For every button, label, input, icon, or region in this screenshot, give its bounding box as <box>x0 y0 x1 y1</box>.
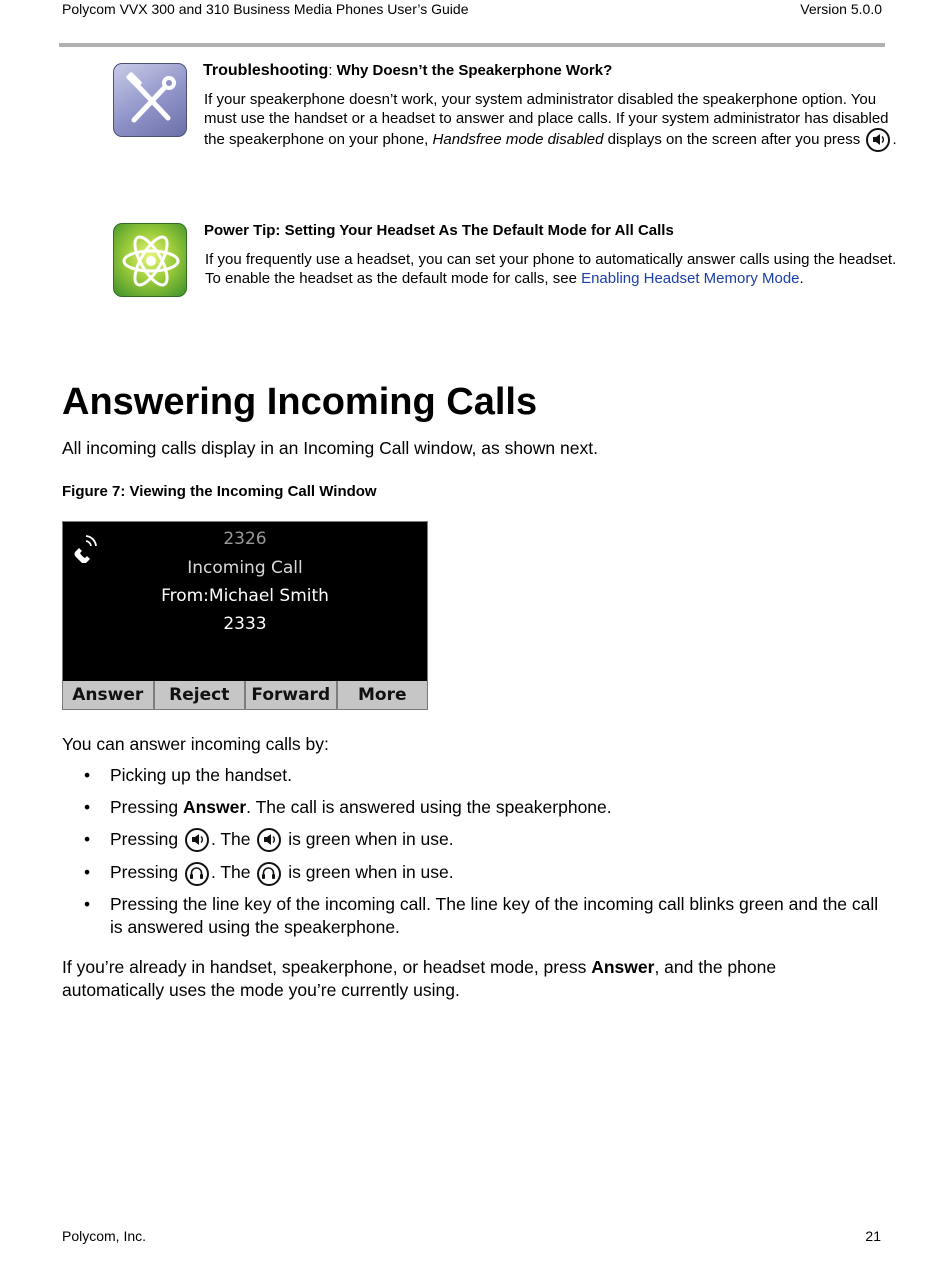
answer-methods-list <box>84 764 894 939</box>
softkey-reject[interactable]: Reject <box>155 681 247 709</box>
incoming-call-screenshot <box>62 521 428 710</box>
headset-icon <box>185 862 209 886</box>
power-tip-body: If you frequently use a headset, you can set your phone to automatically answer calls using the headset. To enable the headset as the default mode for calls, see Enabling Headset Memory Mode. <box>205 251 897 287</box>
list-item: • Pressing . The is green when in use. <box>84 861 894 885</box>
softkey-forward[interactable]: Forward <box>246 681 338 709</box>
page-number: 21 <box>865 1228 881 1244</box>
list-item: • Pressing the line key of the incoming call. The line key of the incoming call blinks green and the call is answered using the speakerphone. <box>84 893 894 939</box>
headset-icon <box>257 862 281 886</box>
doc-version: Version 5.0.0 <box>800 1 882 17</box>
softkey-more[interactable]: More <box>357 685 407 705</box>
closing-paragraph: If you’re already in handset, speakerphone, or headset mode, press Answer, and the phone automatically uses the mode you’re currently using. <box>62 957 777 1000</box>
figure-caption: Figure 7: Viewing the Incoming Call Window <box>62 483 377 500</box>
troubleshooting-title: Troubleshooting: Why Doesn’t the Speakerphone Work? <box>203 62 613 79</box>
speakerphone-icon <box>257 828 281 852</box>
speakerphone-icon <box>185 828 209 852</box>
caller-number: 2333 <box>223 614 267 634</box>
caller-name: From:Michael Smith <box>161 586 329 606</box>
list-item: • Picking up the handset. <box>84 764 894 787</box>
footer-company: Polycom, Inc. <box>62 1228 147 1244</box>
header-divider <box>59 43 885 47</box>
softkey-answer[interactable]: Answer <box>63 681 155 709</box>
section-intro: All incoming calls display in an Incoming Call window, as shown next. <box>62 438 598 458</box>
answer-methods-lead: You can answer incoming calls by: <box>62 734 329 754</box>
list-item: • Pressing Answer. The call is answered using the speakerphone. <box>84 796 894 819</box>
tools-icon <box>113 63 187 137</box>
section-heading: Answering Incoming Calls <box>62 381 538 423</box>
incoming-call-label: Incoming Call <box>187 558 303 578</box>
softkey-bar <box>63 681 427 709</box>
line-number: 2326 <box>223 529 267 549</box>
atom-icon <box>113 223 187 297</box>
headset-memory-link[interactable]: Enabling Headset Memory Mode <box>581 269 800 287</box>
list-item: • Pressing . The is green when in use. <box>84 828 894 852</box>
speakerphone-icon <box>866 128 890 152</box>
phone-display <box>63 522 427 681</box>
power-tip-title: Power Tip: Setting Your Headset As The Default Mode for All Calls <box>204 222 674 239</box>
troubleshooting-body: If your speakerphone doesn’t work, your system administrator disabled the speakerphone option. You must use the handset or a headset to answer and place calls. If your system administrator has disabled the speakerphone on your phone, Handsfree mode disabled displays on the screen after you press . <box>204 91 904 152</box>
doc-title: Polycom VVX 300 and 310 Business Media Phones User’s Guide <box>62 1 469 17</box>
